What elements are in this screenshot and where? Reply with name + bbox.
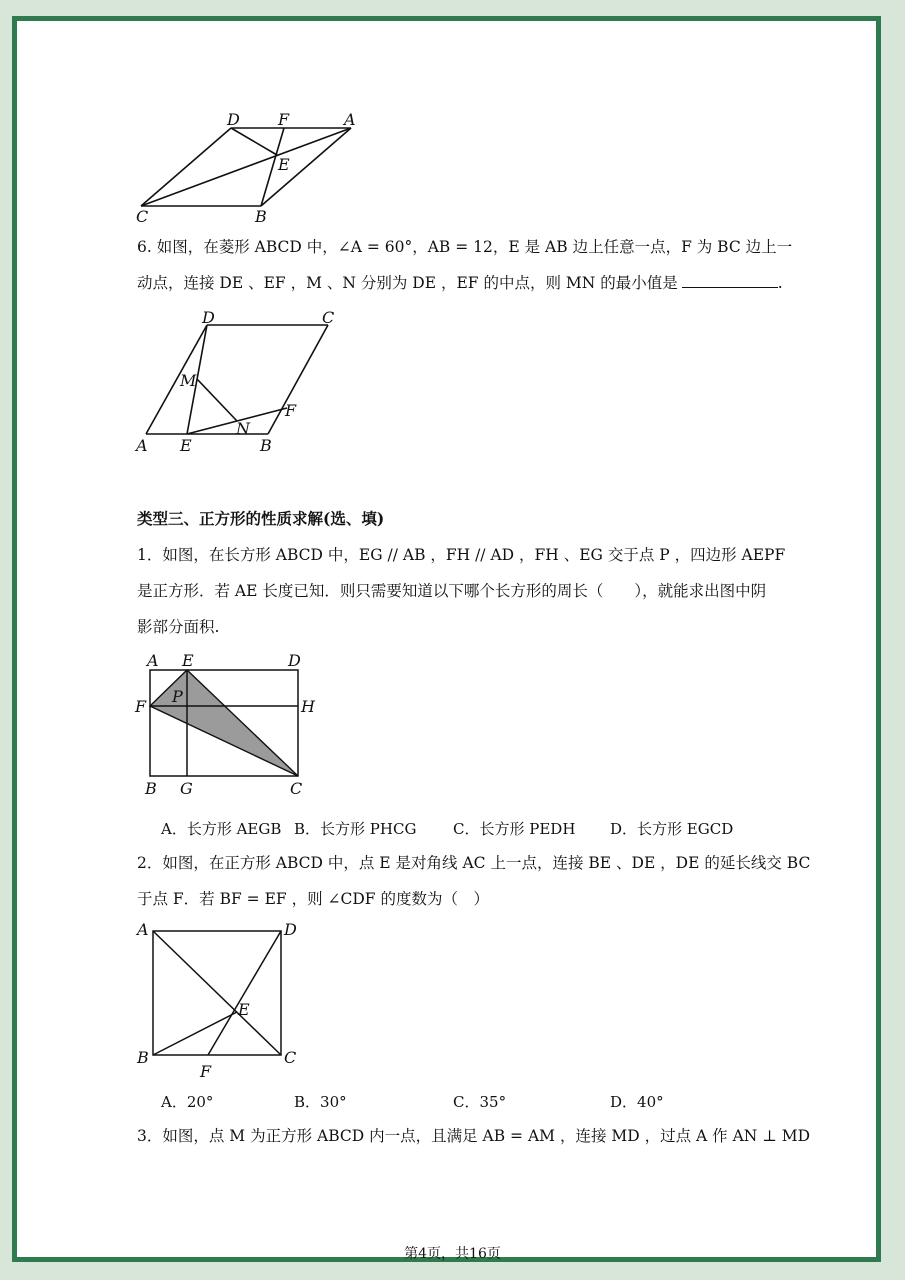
label-F: F xyxy=(135,697,147,716)
label-A: A xyxy=(136,436,148,455)
option-b[interactable]: B．长方形 PHCG xyxy=(294,820,417,838)
q6-line2: 动点，连接 DE 、EF ，M 、N 分别为 DE ，EF 的中点，则 MN 的最小值是 . xyxy=(137,274,783,292)
figure-rectangle xyxy=(130,650,330,800)
label-C: C xyxy=(284,1048,297,1067)
label-A: A xyxy=(137,920,149,939)
label-E: E xyxy=(182,651,194,670)
label-E: E xyxy=(238,1000,250,1019)
s3q3-line1: 3．如图，点 M 为正方形 ABCD 内一点，且满足 AB = AM ，连接 MD ，过点 A 作 AN ⊥ MD xyxy=(137,1127,811,1145)
label-F: F xyxy=(285,401,297,420)
label-G: G xyxy=(180,779,193,798)
label-M: M xyxy=(180,371,197,390)
label-E: E xyxy=(278,155,290,174)
figure-parallelogram xyxy=(130,108,370,226)
label-C: C xyxy=(290,779,303,798)
label-B: B xyxy=(137,1048,149,1067)
page-footer: 第4页，共16页 xyxy=(404,1246,501,1262)
option-d[interactable]: D．40° xyxy=(610,1093,664,1111)
label-F: F xyxy=(200,1062,212,1081)
label-B: B xyxy=(145,779,157,798)
option-b[interactable]: B．30° xyxy=(294,1093,347,1111)
label-C: C xyxy=(322,308,335,327)
label-E: E xyxy=(180,436,192,455)
option-a[interactable]: A．长方形 AEGB xyxy=(161,820,282,838)
option-a[interactable]: A．20° xyxy=(161,1093,214,1111)
figure-rhombus xyxy=(130,306,350,456)
label-C: C xyxy=(136,207,149,226)
label-A: A xyxy=(344,110,356,129)
label-D: D xyxy=(288,651,301,670)
s3q1-line2: 是正方形．若 AE 长度已知．则只需要知道以下哪个长方形的周长（ ），就能求出图中阴 xyxy=(137,582,767,600)
label-H: H xyxy=(301,697,315,716)
s3q2-line2: 于点 F．若 BF = EF ，则 ∠CDF 的度数为（ ） xyxy=(137,890,489,908)
label-D: D xyxy=(227,110,240,129)
section-heading: 类型三、正方形的性质求解(选、填) xyxy=(137,509,385,528)
option-d[interactable]: D．长方形 EGCD xyxy=(610,820,734,838)
option-c[interactable]: C．长方形 PEDH xyxy=(453,820,576,838)
figure-square xyxy=(130,917,310,1082)
label-B: B xyxy=(255,207,267,226)
s3q2-line1: 2．如图，在正方形 ABCD 中，点 E 是对角线 AC 上一点，连接 BE 、DE ，DE 的延长线交 BC xyxy=(137,854,811,872)
label-D: D xyxy=(202,308,215,327)
option-c[interactable]: C．35° xyxy=(453,1093,507,1111)
label-P: P xyxy=(172,687,183,706)
label-N: N xyxy=(236,419,250,438)
label-D: D xyxy=(284,920,297,939)
label-B: B xyxy=(260,436,272,455)
s3q1-line1: 1．如图，在长方形 ABCD 中，EG // AB ，FH // AD ，FH 、EG 交于点 P ，四边形 AEPF xyxy=(137,546,786,564)
label-A: A xyxy=(147,651,159,670)
answer-blank[interactable] xyxy=(682,273,778,288)
s3q1-line3: 影部分面积. xyxy=(137,618,220,636)
q6-line1: 6. 如图，在菱形 ABCD 中，∠A = 60°，AB = 12，E 是 AB 边上任意一点，F 为 BC 边上一 xyxy=(137,238,793,256)
label-F: F xyxy=(278,110,290,129)
